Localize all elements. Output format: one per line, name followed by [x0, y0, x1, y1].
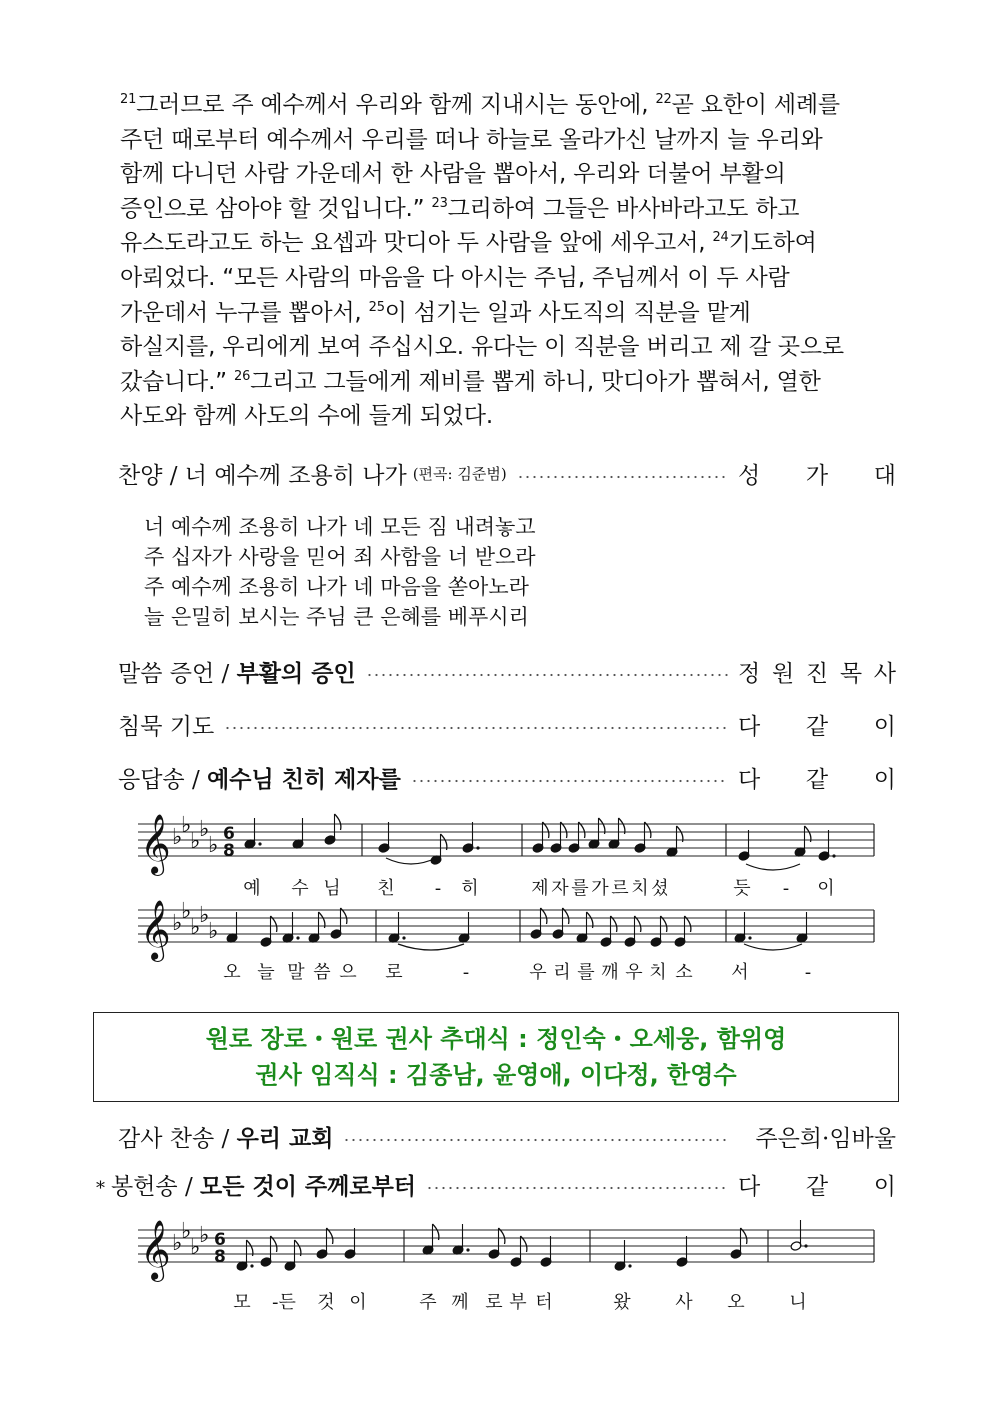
scripture-line: [120, 296, 880, 331]
leader-dots: [517, 475, 728, 479]
verse-number: 25: [368, 299, 385, 315]
score-lyric: 치: [631, 878, 649, 899]
score-lyric: 오: [727, 1292, 745, 1313]
score-lyric: 히: [461, 878, 479, 899]
sermon-label: 말씀 증언 / 부활의 증인: [118, 660, 356, 687]
treble-clef-icon: 𝄞: [140, 814, 171, 874]
anthem-arranger-note: (편곡: 김준범): [412, 464, 507, 483]
score-lyric: 제: [531, 878, 549, 899]
scripture-text: 이 섬기는 일과 사도직의 직분을 맡게: [384, 299, 751, 326]
score-lyric: 부: [509, 1292, 527, 1313]
score-lyric: 께: [451, 1292, 469, 1313]
offertory-who: 다 같 이: [738, 1173, 896, 1200]
score-lyric: 르: [611, 878, 629, 899]
score-lyric: 친: [377, 878, 395, 899]
score-lyric: 수: [291, 878, 309, 899]
thanks-anthem-label: 감사 찬송 / 우리 교회: [118, 1125, 334, 1152]
lyric-line: 너 예수께 조용히 나가 네 모든 짐 내려놓고: [144, 515, 536, 539]
flat-icon: ♭: [172, 1231, 183, 1256]
scripture-text: 하실지를, 우리에게 보여 주십시오. 유다는 이 직분을 버리고 제 갈 곳으로: [120, 334, 844, 361]
scripture-text: 사도와 함께 사도의 수에 들게 되었다.: [120, 403, 493, 430]
leader-dots: [426, 1186, 728, 1190]
score-lyric: 듯: [733, 878, 751, 899]
score-lyric: 셨: [651, 878, 669, 899]
verse-number: 22: [655, 92, 672, 107]
leader-dots: [411, 779, 728, 783]
score-lyric: 것: [317, 1292, 335, 1313]
sermon-preacher: 정 원 진 목 사: [738, 660, 896, 687]
lyric-line: 주 십자가 사랑을 믿어 죄 사함을 너 받으라: [144, 545, 536, 569]
score-lyric: 예: [243, 878, 261, 899]
score-lyric: -: [434, 878, 442, 899]
score-lyric: 터: [535, 1292, 553, 1313]
score-lyric: 깨: [601, 962, 619, 983]
scripture-text: 그리고 그들에게 제비를 뽑게 하니, 맛디아가 뽑혀서, 열한: [250, 368, 821, 395]
scripture-text: 갔습니다.”: [120, 368, 235, 395]
notice-line-2: 권사 임직식 : 김종남, 윤영애, 이다정, 한영수: [255, 1061, 737, 1089]
leader-dots: [224, 726, 728, 730]
score-lyric: -: [804, 962, 812, 983]
anthem-performer: 성 가 대: [738, 462, 896, 489]
scripture-text: 유스도라고도 하는 요셉과 맛디아 두 사람을 앞에 세우고서,: [120, 230, 713, 257]
leader-dots: [366, 673, 728, 677]
standing-mark: *: [96, 1177, 105, 1199]
treble-clef-icon: 𝄞: [140, 1220, 171, 1280]
score-lyric: -: [782, 878, 790, 899]
scripture-text: 아뢰었다. “모든 사람의 마음을 다 아시는 주님, 주님께서 이 두 사람: [120, 264, 790, 291]
scripture-text: 주던 때로부터 예수께서 우리를 떠나 하늘로 올라가신 날까지 늘 우리와: [120, 126, 823, 153]
flat-icon: ♭: [208, 919, 219, 944]
flat-icon: ♭: [199, 817, 210, 842]
order-response: [118, 759, 896, 795]
scripture-line: [120, 157, 880, 192]
order-anthem: [118, 455, 896, 491]
order-offertory: [96, 1166, 896, 1202]
score-lyric: 말: [287, 962, 305, 983]
score-lyric: 주: [419, 1292, 437, 1313]
score-lyric: 치: [649, 962, 667, 983]
flat-icon: ♭: [208, 833, 219, 858]
score-lyric: 가: [591, 878, 609, 899]
flat-icon: ♭: [172, 911, 183, 936]
verse-number: 23: [431, 195, 448, 211]
score-lyric: -든: [272, 1292, 296, 1313]
time-sig-top: 6: [223, 824, 235, 844]
score-lyric: 님: [323, 878, 341, 899]
order-thanks-anthem: [118, 1118, 896, 1154]
anthem-lyrics: [144, 512, 536, 632]
score-lyric: 로: [485, 1292, 503, 1313]
score-lyric: 로: [385, 962, 403, 983]
leader-dots: [343, 1138, 728, 1142]
offertory-score: [136, 1218, 880, 1318]
flat-icon: ♭: [199, 1223, 210, 1248]
flat-icon: ♭: [181, 899, 192, 924]
score-lyric: 씀: [313, 962, 331, 983]
response-title: 예수님 친히 제자를: [207, 766, 401, 793]
score-lyric: 자: [551, 878, 569, 899]
order-silent-prayer: [118, 706, 896, 742]
time-sig-bottom: 8: [223, 841, 235, 861]
offertory-title: 모든 것이 주께로부터: [200, 1173, 417, 1200]
flat-icon: ♭: [190, 1235, 201, 1260]
flat-icon: ♭: [181, 1219, 192, 1244]
offertory-label: * 봉헌송 / 모든 것이 주께로부터: [96, 1173, 417, 1200]
flat-icon: ♭: [190, 915, 201, 940]
response-score: [136, 812, 880, 994]
order-sermon: [118, 653, 896, 689]
score-lyric: 으: [339, 962, 357, 983]
score-lyric: 우: [625, 962, 643, 983]
scripture-text: 그리하여 그들은 바사바라고도 하고: [447, 195, 800, 222]
verse-number: 21: [120, 92, 137, 107]
score-lyric: 늘: [257, 962, 275, 983]
scripture-line: [120, 330, 880, 365]
scripture-line: [120, 261, 880, 296]
scripture-line: [120, 192, 880, 227]
score-lyric: 사: [675, 1292, 693, 1313]
staff-line-2: [138, 899, 874, 983]
lyric-line: 늘 은밀히 보시는 주님 큰 은혜를 베푸시리: [144, 605, 529, 629]
score-lyric: -: [462, 962, 470, 983]
scripture-text: 그러므로 주 예수께서 우리와 함께 지내시는 동안에,: [136, 92, 656, 118]
scripture-text: 가운데서 누구를 뽑아서,: [120, 299, 369, 326]
time-sig-top: 6: [214, 1230, 226, 1250]
notice-box: [93, 1012, 899, 1102]
treble-clef-icon: 𝄞: [140, 900, 171, 960]
scripture-line: [120, 88, 880, 123]
score-lyric: 오: [223, 962, 241, 983]
scripture-line: [120, 365, 880, 400]
silent-prayer-who: 다 같 이: [738, 713, 896, 740]
scripture-line: [120, 123, 880, 158]
response-label: 응답송 / 예수님 친히 제자를: [118, 766, 401, 793]
flat-icon: ♭: [172, 825, 183, 850]
staff-line-3: [138, 1219, 874, 1313]
sermon-title: 부활의 증인: [236, 660, 356, 687]
score-lyric: 를: [577, 962, 595, 983]
notice-line-1: 원로 장로・원로 권사 추대식 : 정인숙・오세웅, 함위영: [205, 1025, 787, 1053]
flat-icon: ♭: [199, 903, 210, 928]
scripture-text: 증인으로 삼아야 할 것입니다.”: [120, 195, 432, 222]
score-lyric: 니: [789, 1292, 807, 1313]
score-lyric: 이: [349, 1292, 367, 1313]
response-who: 다 같 이: [738, 766, 896, 793]
thanks-anthem-title: 우리 교회: [236, 1125, 334, 1152]
score-lyric: 우: [529, 962, 547, 983]
score-lyric: 소: [675, 962, 693, 983]
time-sig-bottom: 8: [214, 1247, 226, 1267]
scripture-text: 곧 요한이 세례를: [671, 92, 840, 118]
flat-icon: ♭: [181, 813, 192, 838]
staff-line-1: [138, 813, 874, 899]
score-lyric: 서: [731, 962, 749, 983]
score-lyric: 를: [571, 878, 589, 899]
scripture-passage: [120, 88, 880, 434]
score-lyric: 이: [817, 878, 835, 899]
verse-number: 26: [234, 368, 251, 384]
scripture-line: [120, 226, 880, 261]
scripture-line: [120, 399, 880, 434]
flat-icon: ♭: [190, 829, 201, 854]
score-lyric: 모: [233, 1292, 251, 1313]
lyric-line: 주 예수께 조용히 나가 네 마음을 쏟아노라: [144, 575, 529, 599]
silent-prayer-label: 침묵 기도: [118, 713, 215, 740]
verse-number: 24: [712, 230, 729, 246]
thanks-anthem-performers: 주은희·임바울: [755, 1125, 896, 1152]
scripture-text: 기도하여: [728, 230, 817, 257]
scripture-text: 함께 다니던 사람 가운데서 한 사람을 뽑아서, 우리와 더불어 부활의: [120, 161, 786, 188]
score-lyric: 왔: [613, 1292, 631, 1313]
score-lyric: 리: [553, 962, 571, 983]
anthem-label: 찬양 / 너 예수께 조용히 나가: [118, 462, 407, 489]
